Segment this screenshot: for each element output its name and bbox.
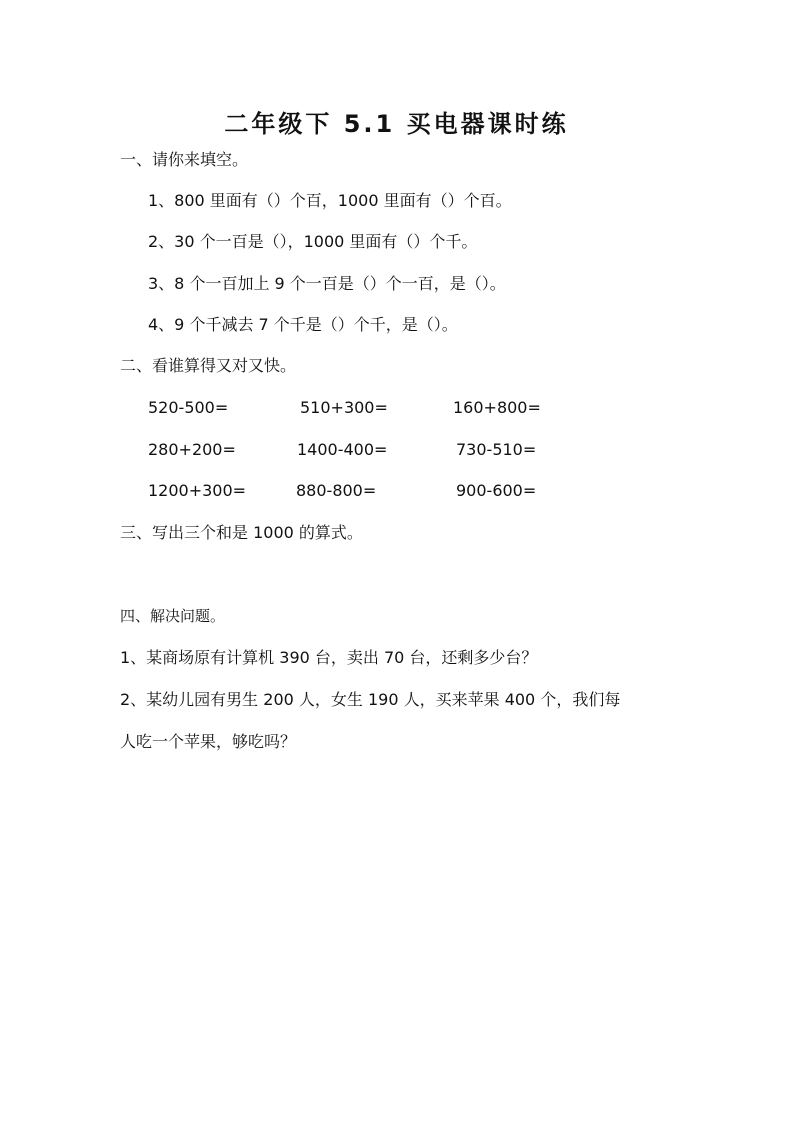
calc-item: 280+200= xyxy=(148,440,236,459)
fill-blank-item-4: 4、9 个千减去 7 个千是（）个千，是（）。 xyxy=(148,315,458,334)
problem-1: 1、某商场原有计算机 390 台，卖出 70 台，还剩多少台？ xyxy=(120,648,538,667)
calc-item: 1400-400= xyxy=(297,440,388,459)
calc-item: 160+800= xyxy=(453,398,541,417)
section-4-heading: 四、解决问题。 xyxy=(120,607,226,625)
calc-item: 510+300= xyxy=(300,398,388,417)
section-1-heading: 一、请你来填空。 xyxy=(120,150,249,169)
page-title: 二年级下 5.1 买电器课时练 xyxy=(224,110,569,138)
calc-item: 1200+300= xyxy=(148,481,247,500)
problem-2-line-1: 2、某幼儿园有男生 200 人，女生 190 人，买来苹果 400 个，我们每 xyxy=(120,690,621,709)
problem-2-line-2: 人吃一个苹果，够吃吗？ xyxy=(120,732,297,751)
section-3-heading: 三、写出三个和是 1000 的算式。 xyxy=(120,523,363,542)
fill-blank-item-1: 1、800 里面有（）个百，1000 里面有（）个百。 xyxy=(148,191,512,210)
calc-item: 520-500= xyxy=(148,398,229,417)
fill-blank-item-3: 3、8 个一百加上 9 个一百是（）个一百，是（）。 xyxy=(148,274,506,293)
calc-item: 730-510= xyxy=(456,440,537,459)
calc-item: 900-600= xyxy=(456,481,537,500)
section-2-heading: 二、看谁算得又对又快。 xyxy=(120,356,297,375)
calc-item: 880-800= xyxy=(296,481,377,500)
fill-blank-item-2: 2、30 个一百是（），1000 里面有（）个千。 xyxy=(148,232,478,251)
